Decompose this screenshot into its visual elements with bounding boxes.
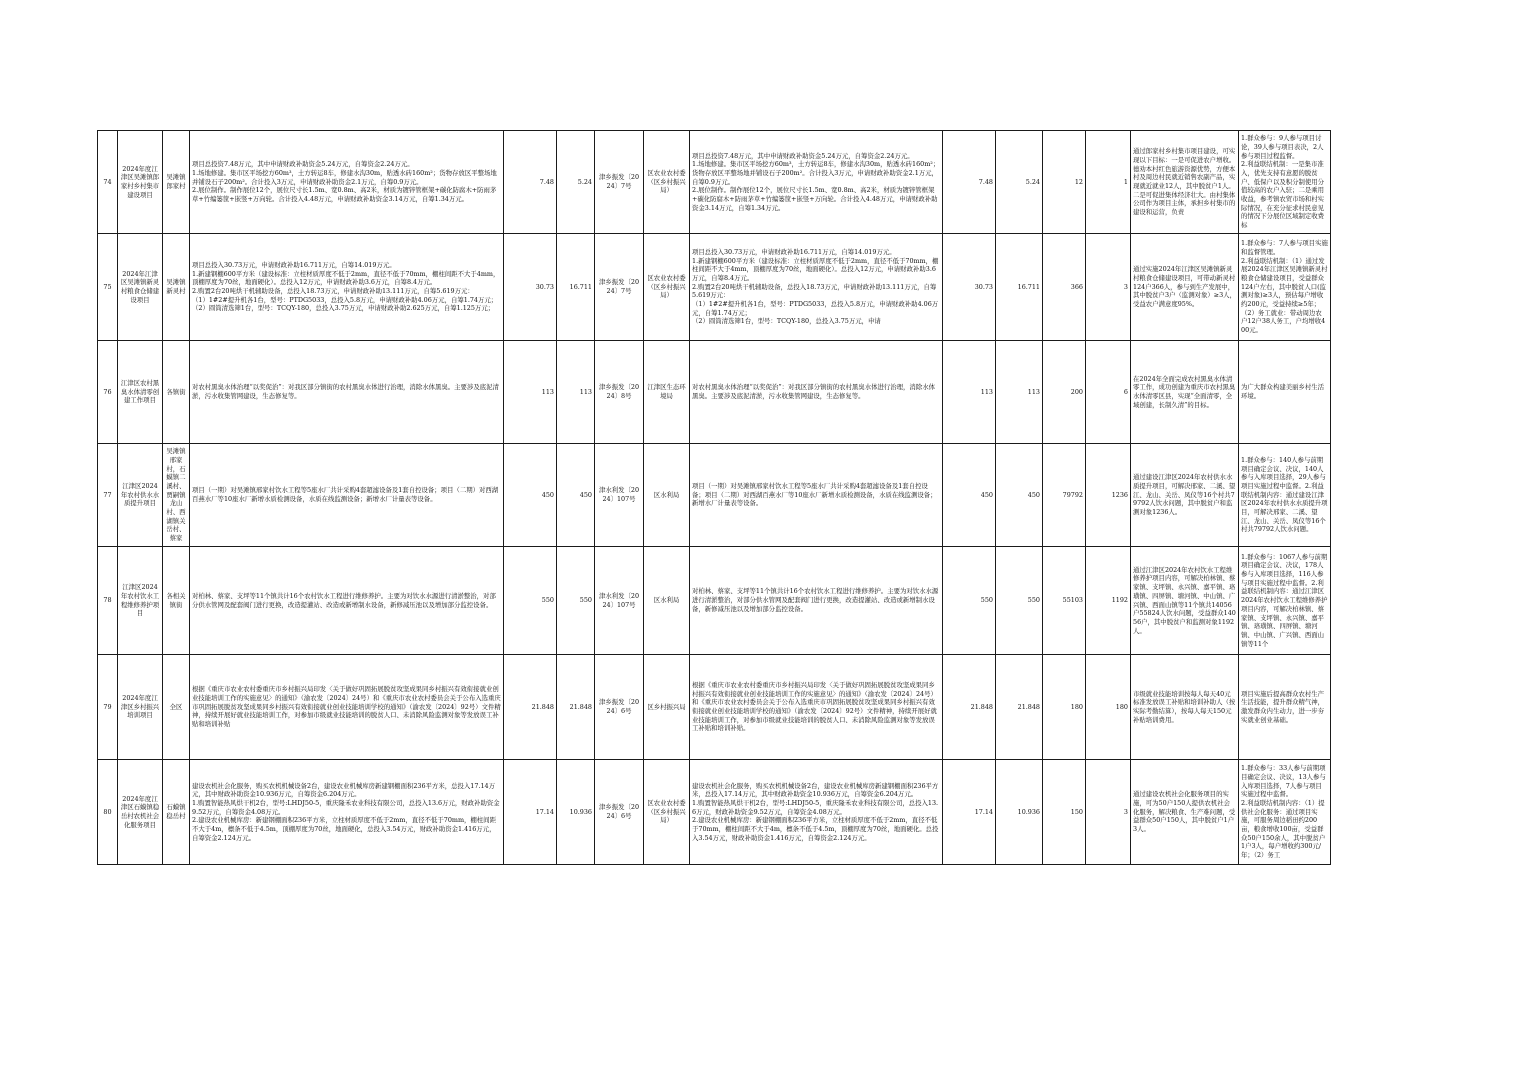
fiscal-funds	[557, 444, 595, 547]
responsible-department-text: 区农业农村委（区乡村振兴局）	[647, 168, 686, 195]
fiscal-funds	[557, 655, 595, 760]
benefit-linkage	[1239, 131, 1331, 234]
implementation-content	[690, 131, 943, 234]
performance-target	[1131, 547, 1239, 655]
construction-content	[190, 655, 504, 760]
beneficiaries-count-text: 150	[1070, 807, 1083, 816]
responsible-department	[644, 341, 690, 444]
implementation-content-text: 建设农机社会化服务，购买农机机械设备2台，建设农业机械库房新建钢棚面积236平方米，总投入17.14万元，其中财政补助资金10.936万元，自筹资金6.204万元。 1.购置智能热风烘干机2台，型号:LHDJ50-5，重庆隆禾农业科技有限公司，总投入13.6万元，财政补助资金9.52万元，自筹资金4.08万元。 2.建设农业机械库房：新建钢棚面积236平方米，立柱材质厚度不低于2mm，直径不低于70mm，棚柱间距不大于4m，檩条不低于4.5m，顶棚厚度为70丝，地面硬化。总投入3.54万元，财政补助资金1.416万元，自筹资金2.124万元。	[692, 781, 939, 842]
beneficiaries-count	[1043, 341, 1086, 444]
approval-document	[595, 547, 644, 655]
actual-total-investment-text: 450	[980, 490, 993, 499]
benefit-linkage	[1239, 760, 1331, 865]
construction-content-text: 项目总投入30.73万元，申请财政补助16.711万元，自筹14.019万元。 1.新建钢棚600平方米（建设标准：立柱材质厚度不低于2mm，直径不低于70mm，棚柱间距不大于4mm，顶棚厚度为70丝，地面硬化）。总投入12万元，申请财政补助3.6万元，自筹8.4万元。 2.购置2台20吨烘干机辅助设备，总投入18.73万元，申请财政补助13.111万元，自筹5.619万元： （1）1#2#提升机各1台，型号：PTDG5033，总投入5.8万元，申请财政补助4.06万元，自筹1.74万元； （2）圆筒清选筛1台，型号：TCQY-180，总投入3.75万元，申请财政补助2.625万元，自筹1.125万元；	[192, 260, 500, 313]
project-site-text: 全区	[169, 702, 183, 711]
performance-target-text: 通过郎家村乡村集市项目建设，可实现以下目标：一是可促进农户增收。德劝本村红色旅游资源优势，方便本村及周边村民就近销售农副产品，实现就近就业12人，其中脱贫户1人。二是可促进集体经济壮大。由村集体公司作为项目主体，承担乡村集市的建设和运营，负责	[1133, 147, 1236, 217]
actual-total-investment-text: 7.48	[978, 177, 993, 186]
actual-total-investment-text: 113	[980, 387, 993, 396]
implementation-content-text: 项目总投入30.73万元，申请财政补助16.711万元，自筹14.019万元。 1.新建钢棚600平方米（建设标准：立柱材质厚度不低于2mm，直径不低于70mm，棚柱间距不大于4mm，顶棚厚度为70丝，地面硬化）。总投入12万元，申请财政补助3.6万元，自筹8.4万元。 2.购置2台20吨烘干机辅助设备，总投入18.73万元，申请财政补助13.111万元，自筹5.619万元： （1）1#2#提升机各1台，型号：PTDG5033，总投入5.8万元，申请财政补助4.06万元，自筹1.74万元； （2）圆筒清选筛1台，型号：TCQY-180，总投入3.75万元，申请	[692, 247, 939, 326]
project-table	[97, 130, 1331, 865]
fiscal-funds	[557, 760, 595, 865]
construction-content	[190, 131, 504, 234]
actual-total-investment	[943, 341, 996, 444]
construction-content-text: 项目（一期）对吴滩镇邢家村饮水工程等5座水厂共计采购4套超滤设备及1套自控设备；项目（二期）对西湖百燕水厂等10座水厂新增水质检测设备，水质在线监测设备；新增水厂计量表等设备。	[192, 486, 499, 503]
total-investment-text: 550	[541, 596, 554, 605]
project-name-text: 江津区2024年农村供水水质提升项目	[120, 481, 160, 508]
responsible-department	[644, 234, 690, 341]
construction-content-text: 对柏林、蔡家、支坪等11个镇共计16个农村饮水工程进行维修养护。主要为对饮水水源进行清淤整治，对部分供水管网及配套阀门进行更换，改造提灌站、改造或新增制水设备，新修减压池以及增加部分监控设备。	[192, 591, 496, 609]
approval-document-text: 津乡振发〔2024〕8号	[598, 383, 640, 400]
responsible-department-text: 区农业农村委（区乡村振兴局）	[647, 798, 686, 825]
implementation-content	[690, 341, 943, 444]
approval-document	[595, 131, 644, 234]
implementation-content	[690, 655, 943, 760]
responsible-department-text: 区水利局	[653, 596, 680, 605]
actual-fiscal-funds	[996, 760, 1043, 865]
table-row	[98, 547, 1331, 655]
approval-document-text: 津水利发〔2024〕107号	[598, 591, 640, 609]
performance-target	[1131, 655, 1239, 760]
project-site-text: 石蟆镇稳岳村	[166, 803, 186, 820]
project-site	[163, 131, 190, 234]
project-site-text: 吴滩镇新灵村	[166, 278, 186, 295]
row-number-text: 80	[103, 807, 112, 816]
actual-fiscal-funds	[996, 234, 1043, 341]
approval-document-text: 津乡振发〔2024〕6号	[598, 803, 640, 820]
poverty-beneficiaries-count	[1086, 760, 1131, 865]
poverty-beneficiaries-count-text: 1192	[1111, 596, 1128, 605]
responsible-department-text: 区乡村振兴局	[647, 702, 686, 711]
project-name-text: 2024年度江津区石蟆镇稳岳村农机社会化服务项目	[120, 794, 160, 829]
actual-fiscal-funds-text: 550	[1027, 596, 1040, 605]
implementation-content	[690, 760, 943, 865]
actual-total-investment-text: 550	[980, 596, 993, 605]
poverty-beneficiaries-count	[1086, 444, 1131, 547]
table-row	[98, 341, 1331, 444]
construction-content-text: 项目总投资7.48万元，其中申请财政补助资金5.24万元，自筹资金2.24万元。 1.场地修建。集市区平场挖方60m³，土方转运8车，修建水沟30m，贴透水砖160m²；货物存放区平整场地并铺设石子200m²。合计投入3万元，申请财政补助资金2.1万元，自筹0.9万元。 2.展位制作。制作展位12个，展位尺寸长1.5m、宽0.8m、高2米，材质为镀锌管框架+碳化防腐木+防雨茅草+竹编篓筐+嵌竖+万向轮。合计投入4.48万元，申请财政补助资金3.14万元，自筹1.34万元。	[192, 160, 497, 204]
row-number	[98, 655, 118, 760]
project-site	[163, 655, 190, 760]
fiscal-funds	[557, 341, 595, 444]
fiscal-funds-text: 5.24	[577, 177, 592, 186]
approval-document-text: 津乡振发〔2024〕6号	[598, 698, 640, 715]
poverty-beneficiaries-count-text: 1	[1123, 177, 1128, 186]
responsible-department-text: 区农业农村委（区乡村振兴局）	[647, 273, 686, 300]
construction-content-text: 对农村黑臭水体治理“以奖促治”：对我区部分镇街的农村黑臭水体进行治理，消除水体黑臭。主要涉及底泥清淤，污水收集管网建设，生态修复等。	[192, 383, 499, 400]
performance-target	[1131, 760, 1239, 865]
benefit-linkage-text: 1.群众参与：7人参与项目实施和监督管理。 2.利益联结机制：（1）通过发展2024年江津区吴滩镇新灵村粮食仓储建设项目，受益群众124户左右，其中脱贫人口(监测对象)≥3人，预估每户增收约200元，受益持续≥5年；（2）务工就业：带动周边农户12户38人务工，户均增收400元。	[1241, 239, 1328, 335]
fiscal-funds-text: 550	[579, 596, 592, 605]
beneficiaries-count-text: 180	[1070, 702, 1083, 711]
benefit-linkage	[1239, 655, 1331, 760]
benefit-linkage-text: 项目实施后提高群众农村生产生活技能，提升群众精气神，激发群众内生动力，进一步夯实就业创业基础。	[1241, 689, 1325, 724]
beneficiaries-count	[1043, 547, 1086, 655]
total-investment-text: 113	[541, 387, 554, 396]
poverty-beneficiaries-count	[1086, 655, 1131, 760]
actual-total-investment	[943, 234, 996, 341]
poverty-beneficiaries-count-text: 180	[1115, 702, 1128, 711]
fiscal-funds-text: 113	[579, 387, 592, 396]
fiscal-funds	[557, 234, 595, 341]
actual-total-investment	[943, 444, 996, 547]
performance-target-text: 在2024年全面完成农村黑臭水体清零工作，成功创建为重庆市农村黑臭水体清零区县，实现“全面清零，全域创建，长制久清”的目标。	[1133, 374, 1236, 409]
performance-target	[1131, 444, 1239, 547]
row-number-text: 74	[103, 177, 112, 186]
actual-fiscal-funds	[996, 131, 1043, 234]
project-name	[118, 234, 163, 341]
responsible-department	[644, 131, 690, 234]
performance-target-text: 市级就业技能培训按每人每天40元标准发放误工补贴和培训补助人（按实际考勤结算），按每人每天150元补贴培训费用。	[1133, 689, 1236, 724]
beneficiaries-count	[1043, 234, 1086, 341]
project-site-text: 各镇街	[166, 387, 186, 396]
project-name-text: 2024年度江津区乡村振兴培训项目	[120, 693, 160, 720]
row-number	[98, 131, 118, 234]
construction-content	[190, 444, 504, 547]
actual-fiscal-funds-text: 10.936	[1017, 807, 1040, 816]
benefit-linkage	[1239, 234, 1331, 341]
fiscal-funds-text: 16.711	[569, 282, 592, 291]
benefit-linkage	[1239, 547, 1331, 655]
beneficiaries-count-text: 55103	[1062, 596, 1083, 605]
project-name	[118, 341, 163, 444]
implementation-content-text: 项目（一期）对吴滩镇邢家村饮水工程等5座水厂共计采购4套超滤设备及1套自控设备；项目（二期）对西湖百燕水厂等10座水厂新增水质检测设备，水质在线监测设备；新增水厂计量表等设备。	[692, 481, 937, 508]
performance-target	[1131, 131, 1239, 234]
project-site	[163, 341, 190, 444]
project-name	[118, 444, 163, 547]
poverty-beneficiaries-count-text: 1236	[1111, 490, 1128, 499]
responsible-department-text: 江津区生态环境局	[647, 383, 686, 400]
poverty-beneficiaries-count	[1086, 341, 1131, 444]
table-row	[98, 444, 1331, 547]
total-investment-text: 7.48	[539, 177, 554, 186]
total-investment	[504, 444, 557, 547]
performance-target-text: 通过实施2024年江津区吴滩镇新灵村粮食仓储建设项目，可带动新灵村124户366人，参与到生产发展中，其中脱贫户3户（监测对象）≥3人，受益农户满意度95%。	[1133, 265, 1236, 309]
actual-fiscal-funds-text: 5.24	[1025, 177, 1040, 186]
row-number-text: 77	[103, 490, 112, 499]
construction-content	[190, 341, 504, 444]
actual-total-investment-text: 30.73	[974, 282, 993, 291]
implementation-content	[690, 234, 943, 341]
poverty-beneficiaries-count-text: 3	[1123, 807, 1128, 816]
project-name	[118, 760, 163, 865]
row-number	[98, 341, 118, 444]
construction-content	[190, 760, 504, 865]
beneficiaries-count	[1043, 760, 1086, 865]
benefit-linkage	[1239, 341, 1331, 444]
project-site	[163, 760, 190, 865]
actual-total-investment	[943, 655, 996, 760]
approval-document-text: 津乡振发〔2024〕7号	[598, 278, 640, 295]
actual-fiscal-funds	[996, 444, 1043, 547]
project-site	[163, 444, 190, 547]
row-number	[98, 760, 118, 865]
total-investment-text: 21.848	[531, 702, 554, 711]
actual-total-investment-text: 21.848	[970, 702, 993, 711]
fiscal-funds-text: 450	[579, 490, 592, 499]
beneficiaries-count-text: 366	[1070, 282, 1083, 291]
responsible-department	[644, 655, 690, 760]
table-row	[98, 131, 1331, 234]
actual-total-investment	[943, 131, 996, 234]
performance-target-text: 通过江津区2024年农村饮水工程维修养护项目内容，可解决柏林镇、蔡家镇、支坪镇、永兴镇、嘉平镇、珞璜镇、四屏镇、塘河镇、中山镇、广兴镇、西面山镇等11个镇共14056户55824人饮水问题，受益群众14056户，其中脱贫户和监测对象1192人。	[1133, 565, 1236, 635]
benefit-linkage-text: 1.群众参与：33人参与前期项目确定会议、决议，13人参与入库项目选择，7人参与项目实施过程中监督。 2.利益联结机制内容：（1）提供社会化服务：通过项目实施，可服务周边稻田约200亩，粮食增收100亩，受益群众50户150余人，其中脱贫户1户3人，每户增收约300元/年；（2）务工	[1241, 764, 1326, 860]
actual-fiscal-funds-text: 113	[1027, 387, 1040, 396]
benefit-linkage-text: 1.群众参与：1067人参与前期项目确定会议、决议，178人参与入库项目选择，116人参与项目实施过程中监督。2.利益联结机制内容：通过江津区2024年农村饮水工程维修养护项目内容，可解决柏林镇、蔡家镇、支坪镇、永兴镇、嘉平镇、珞璜镇、四屏镇、塘河镇、中山镇、广兴镇、西面山镇等11个	[1241, 552, 1328, 648]
actual-fiscal-funds-text: 21.848	[1017, 702, 1040, 711]
poverty-beneficiaries-count-text: 3	[1123, 282, 1128, 291]
approval-document	[595, 444, 644, 547]
fiscal-funds-text: 10.936	[569, 807, 592, 816]
actual-fiscal-funds	[996, 547, 1043, 655]
implementation-content	[690, 444, 943, 547]
beneficiaries-count-text: 200	[1070, 387, 1083, 396]
project-site	[163, 234, 190, 341]
construction-content	[190, 234, 504, 341]
project-site	[163, 547, 190, 655]
performance-target	[1131, 234, 1239, 341]
benefit-linkage	[1239, 444, 1331, 547]
actual-total-investment-text: 17.14	[974, 807, 993, 816]
beneficiaries-count	[1043, 444, 1086, 547]
implementation-content-text: 项目总投资7.48万元，其中申请财政补助资金5.24万元，自筹资金2.24万元。 1.场地修建。集市区平场挖方60m³，土方转运8车，修建水沟30m，贴透水砖160m²；货物存放区平整场地并铺设石子200m²。合计投入3万元，申请财政补助资金2.1万元，自筹0.9万元。 2.展位制作。制作展位12个，展位尺寸长1.5m、宽0.8m、高2米，材质为镀锌管框架+碳化防腐木+防雨茅草+竹编篓筐+嵌竖+万向轮。合计投入4.48万元，申请财政补助资金3.14万元，自筹1.34万元。	[692, 151, 940, 212]
actual-fiscal-funds	[996, 341, 1043, 444]
table-row	[98, 760, 1331, 865]
table-row	[98, 655, 1331, 760]
approval-document-text: 津水利发〔2024〕107号	[598, 486, 640, 503]
project-name	[118, 131, 163, 234]
benefit-linkage-text: 为广大群众构建美丽乡村生活环境。	[1241, 383, 1325, 400]
total-investment	[504, 760, 557, 865]
project-name	[118, 655, 163, 760]
fiscal-funds	[557, 131, 595, 234]
project-site-text: 吴滩镇邢家村，石蟆镇二溪村、贾嗣镇龙山村、西湖镇关岳村、蔡家	[166, 447, 186, 543]
implementation-content-text: 对农村黑臭水体治理“以奖促治”：对我区部分镇街的农村黑臭水体进行治理，消除水体黑臭。主要涉及底泥清淤，污水收集管网建设，生态修复等。	[692, 383, 935, 400]
row-number-text: 75	[103, 282, 112, 291]
project-site-text: 各相关镇街	[166, 591, 186, 609]
total-investment	[504, 655, 557, 760]
project-site-text: 吴滩镇郎家村	[166, 173, 186, 190]
total-investment	[504, 131, 557, 234]
poverty-beneficiaries-count	[1086, 131, 1131, 234]
implementation-content-text: 对柏林、蔡家、支坪等11个镇共计16个农村饮水工程进行维修养护。主要为对饮水水源进行清淤整治，对部分供水管网及配套阀门进行更换，改造提灌站、改造或新增制水设备，新修减压池以及增加部分监控设备。	[692, 587, 939, 613]
construction-content-text: 建设农机社会化服务，购买农机机械设备2台，建设农业机械库房新建钢棚面积236平方米，总投入17.14万元，其中财政补助资金10.936万元，自筹资金6.204万元。 1.购置智能热风烘干机2台，型号:LHDJ50-5，重庆隆禾农业科技有限公司，总投入13.6万元，财政补助资金9.52万元，自筹资金4.08万元。 2.建设农业机械库房：新建钢棚面积236平方米，立柱材质厚度不低于2mm，直径不低于70mm，棚柱间距不大于4m，檩条不低于4.5m，顶棚厚度为70丝，地面硬化，总投入3.54万元，财政补助资金1.416万元，自筹资金2.124万元。	[192, 781, 500, 842]
poverty-beneficiaries-count-text: 6	[1123, 387, 1128, 396]
total-investment-text: 30.73	[535, 282, 554, 291]
project-name-text: 江津区2024年农村饮水工程维修养护项目	[120, 583, 160, 618]
beneficiaries-count-text: 12	[1074, 177, 1083, 186]
actual-fiscal-funds-text: 16.711	[1017, 282, 1040, 291]
row-number-text: 78	[103, 596, 112, 605]
responsible-department	[644, 547, 690, 655]
actual-fiscal-funds-text: 450	[1027, 490, 1040, 499]
responsible-department	[644, 760, 690, 865]
project-name-text: 江津区农村黑臭水体清零创建工作项目	[120, 378, 160, 405]
row-number-text: 79	[103, 702, 112, 711]
approval-document	[595, 760, 644, 865]
approval-document	[595, 234, 644, 341]
actual-fiscal-funds	[996, 655, 1043, 760]
approval-document-text: 津乡振发〔2024〕7号	[598, 173, 640, 190]
performance-target	[1131, 341, 1239, 444]
actual-total-investment	[943, 547, 996, 655]
row-number	[98, 234, 118, 341]
total-investment	[504, 234, 557, 341]
fiscal-funds	[557, 547, 595, 655]
implementation-content	[690, 547, 943, 655]
total-investment	[504, 341, 557, 444]
performance-target-text: 通过建设江津区2024年农村供水水质提升项目，可解决邢家、二溪、望江、龙山、关岳、凤仪等16个村共79792人饮水问题，其中脱贫户和监测对象1236人。	[1133, 473, 1236, 517]
construction-content-text: 根据《重庆市农业农村委重庆市乡村振兴局印发〈关于做好巩固拓展脱贫攻坚成果同乡村振兴有效衔接就业创业技能培训工作的实施意见〉的通知》（渝农发〔2024〕24号）和《重庆市农业农村委员会关于公布入选重庆市巩固拓展脱贫攻坚成果同乡村振兴有效衔接就业创业技能培训学校的通知》（渝农发〔2024〕92号）文件精神，持续开展好就业技能培训工作，对参加市级就业技能培训的脱贫人口、未消除风险监测对象等发放误工补贴和培训补贴	[192, 685, 501, 729]
responsible-department	[644, 444, 690, 547]
poverty-beneficiaries-count	[1086, 234, 1131, 341]
actual-total-investment	[943, 760, 996, 865]
beneficiaries-count	[1043, 655, 1086, 760]
total-investment	[504, 547, 557, 655]
beneficiaries-count-text: 79792	[1062, 490, 1083, 499]
benefit-linkage-text: 1.群众参与：9人参与项目讨论，39人参与项目表决，2人参与项目过程监督。 2.利益联结机制：一是集市准入，优先支持有意愿的脱贫户、低保户以及积分制使用分值较高的农户入驻；二是乘用收益，参考镇农贸市场和村实际情况，在充分征求村民意见的情况下分展位区域制定收费标	[1241, 134, 1325, 230]
beneficiaries-count	[1043, 131, 1086, 234]
project-name	[118, 547, 163, 655]
construction-content	[190, 547, 504, 655]
implementation-content-text: 根据《重庆市农业农村委重庆市乡村振兴局印发〈关于做好巩固拓展脱贫攻坚成果同乡村振兴有效衔接就业创业技能培训工作的实施意见〉的通知》（渝农发〔2024〕24号）和《重庆市农业农村委员会关于公布入选重庆市巩固拓展脱贫攻坚成果同乡村振兴有效衔接就业创业技能培训学校的通知》（渝农发〔2024〕92号）文件精神，持续开展好就业技能培训工作，对参加市级就业技能培训的脱贫人口、未消除风险监测对象等发放误工补贴和培训补贴。	[692, 680, 937, 733]
total-investment-text: 17.14	[535, 807, 554, 816]
total-investment-text: 450	[541, 490, 554, 499]
project-name-text: 2024年江津区吴滩镇新灵村粮食仓储建设项目	[120, 269, 160, 304]
table-row	[98, 234, 1331, 341]
performance-target-text: 通过建设农机社会化服务项目的实施，可为50户150人提供农机社会化服务，解决粮食、生产难问题，受益群众50户150人，其中脱贫户1户3人。	[1133, 790, 1236, 834]
poverty-beneficiaries-count	[1086, 547, 1131, 655]
row-number	[98, 444, 118, 547]
project-name-text: 2024年度江津区吴滩镇郎家村乡村集市建设项目	[120, 164, 160, 199]
benefit-linkage-text: 1.群众参与：140人参与前期项目确定会议、决议，140人参与入库项目选择，29人参与项目实施过程中监督。2.利益联结机制内容：通过建设江津区2024年农村供水水质提升项目，可解决邢家、二溪、望江、龙山、关岳、凤仪等16个村共79792人饮水问题。	[1241, 455, 1328, 534]
row-number-text: 76	[103, 387, 112, 396]
row-number	[98, 547, 118, 655]
fiscal-funds-text: 21.848	[569, 702, 592, 711]
approval-document	[595, 655, 644, 760]
approval-document	[595, 341, 644, 444]
responsible-department-text: 区水利局	[653, 490, 680, 499]
